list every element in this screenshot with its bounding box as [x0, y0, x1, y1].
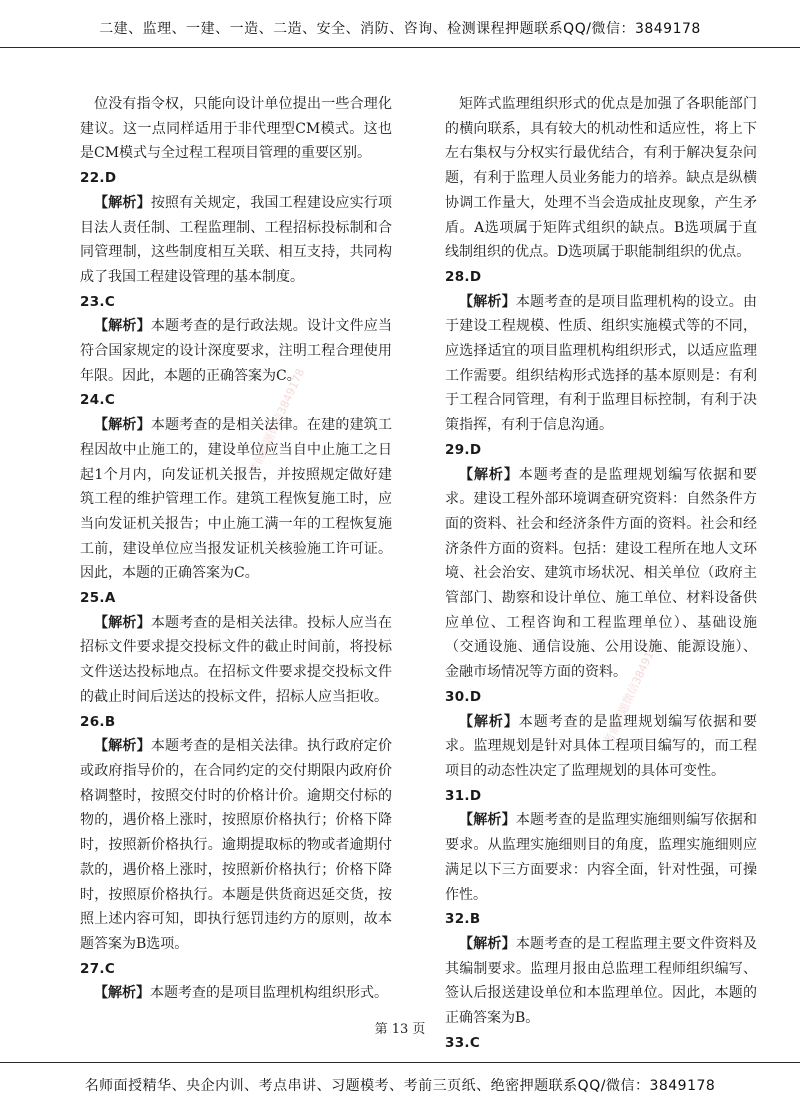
answer-number: 24.C: [80, 392, 116, 409]
answer-number: 29.D: [445, 441, 482, 458]
explanation-tag: 【解析】: [94, 194, 151, 211]
answer-number: 23.C: [80, 293, 116, 310]
explanation: [445, 808, 757, 907]
answer-number: 33.C: [445, 1034, 481, 1051]
explanation: [445, 710, 757, 784]
explanation-tag: 【解析】: [94, 738, 151, 755]
explanation: [445, 290, 757, 438]
answer-item: [80, 388, 392, 586]
header-rule: [0, 47, 800, 48]
watermark-right: 考前押题微信3849178: [601, 636, 663, 747]
answer-number: 26.B: [80, 713, 116, 730]
answer-number: 32.B: [445, 911, 481, 928]
explanation-tag: 【解析】: [459, 713, 519, 730]
explanation: [80, 981, 392, 1006]
answer-item: [80, 166, 392, 290]
explanation-text: 本题考查的是相关法律。在建的建筑工程因故中止施工的，建设单位应当自中止施工之日起1个月内，向发证机关报告，并按照规定做好建筑工程的维护管理工作。建筑工程恢复施工时，应当向发证机关报告；中止施工满一年的工程恢复施工前，建设单位应当报发证机关核验施工许可证。因此，本题的正确答案为C。: [80, 417, 393, 582]
answer-number: 30.D: [445, 688, 482, 705]
answer-number: 25.A: [80, 590, 116, 607]
explanation-text: 本题考查的是监理规划编写依据和要求。建设工程外部环境调查研究资料：自然条件方面的资料、社会和经济条件方面的资料。社会和经济条件方面的资料。包括：建设工程所在地人文环境、社会治安、建筑市场状况、相关单位（政府主管部门、勘察和设计单位、施工单位、材料设备供应单位、工程咨询和工程监理单位）、基础设施（交通设施、通信设施、公用设施、能源设施）、金融市场情况等方面的资料。: [445, 466, 758, 681]
explanation-text: 本题考查的是工程监理主要文件资料及其编制要求。监理月报由总监理工程师组织编写、签认后报送建设单位和本监理单位。因此，本题的正确答案为B。: [445, 935, 758, 1027]
explanation-text: 本题考查的是项目监理机构的设立。由于建设工程规模、性质、组织实施模式等的不同，应选择适宜的项目监理机构组织形式，以适应监理工作需要。组织结构形式选择的基本原则是：有利于工程合同管理，有利于监理目标控制，有利于决策指挥，有利于信息沟通。: [445, 293, 758, 434]
explanation-tag: 【解析】: [459, 935, 516, 952]
explanation: [80, 611, 392, 710]
explanation-tag: 【解析】: [94, 985, 150, 1002]
explanation: [80, 314, 392, 388]
answer-number: 28.D: [445, 268, 482, 285]
explanation: [80, 734, 392, 956]
explanation-tag: 【解析】: [459, 812, 516, 829]
footer-banner: 名师面授精华、央企内训、考点串讲、习题模考、考前三页纸、绝密押题联系QQ/微信：3849178: [84, 1078, 716, 1094]
page-number: 第 13 页: [374, 1022, 426, 1037]
explanation-text: 本题考查的是监理实施细则编写依据和要求。从监理实施细则目的角度，监理实施细则应满足以下三方面要求：内容全面，针对性强，可操作性。: [445, 812, 758, 903]
explanation-text: 本题考查的是行政法规。设计文件应当符合国家规定的设计深度要求，注明工程合理使用年限。因此，本题的正确答案为C。: [80, 318, 393, 384]
right-intro: 矩阵式监理组织形式的优点是加强了各职能部门的横向联系，具有较大的机动性和适应性，将上下左右集权与分权实行最优结合，有利于解决复杂问题，有利于监理人员业务能力的培养。缺点是纵横协调工作量大，处理不当会造成扯皮现象，产生矛盾。A选项属于矩阵式组织的缺点。B选项属于直线制组织的优点。D选项属于职能制组织的优点。: [445, 96, 757, 261]
left-column: [80, 92, 392, 1006]
explanation-tag: 【解析】: [459, 293, 516, 310]
answer-number: 22.D: [80, 170, 117, 187]
answer-item: [445, 907, 757, 1031]
explanation: [80, 413, 392, 586]
answer-item: [445, 438, 757, 685]
explanation-tag: 【解析】: [459, 466, 519, 483]
answer-item: [80, 586, 392, 710]
answer-item: [445, 784, 757, 908]
explanation-tag: 【解析】: [94, 318, 151, 335]
header-banner: 二建、监理、一建、一造、二造、安全、消防、咨询、检测课程押题联系QQ/微信：3849178: [99, 21, 701, 37]
explanation-text: 本题考查的是相关法律。执行政府定价或政府指导价的，在合同约定的交付期限内政府价格调整时，按照交付时的价格计价。逾期交付标的物的，遇价格上涨时，按照原价格执行；价格下降时，按照新价格执行。逾期提取标的物或者逾期付款的，遇价格上涨时，按照新价格执行；价格下降时，按照原价格执行。本题是供货商迟延交货，按照上述内容可知，即执行惩罚违约方的原则，故本题答案为B选项。: [80, 738, 393, 952]
explanation-text: 本题考查的是相关法律。投标人应当在招标文件要求提交投标文件的截止时间前，将投标文件送达投标地点。在招标文件要求提交投标文件的截止时间后送达的投标文件，招标人应当拒收。: [80, 614, 393, 705]
answer-item: [445, 685, 757, 784]
explanation-tag: 【解析】: [94, 417, 151, 434]
explanation-tag: 【解析】: [94, 614, 151, 631]
answer-item: [80, 710, 392, 957]
answer-item: [80, 290, 392, 389]
answer-item: [80, 957, 392, 1006]
answer-item: [445, 265, 757, 438]
explanation-text: 按照有关规定，我国工程建设应实行项目法人责任制、工程监理制、工程招标投标制和合同管理制，这些制度相互关联、相互支持，共同构成了我国工程建设管理的基本制度。: [80, 194, 393, 285]
left-intro: 位没有指令权，只能向设计单位提出一些合理化建议。这一点同样适用于非代理型CM模式。这也是CM模式与全过程工程项目管理的重要区别。: [80, 96, 392, 162]
explanation: [445, 932, 757, 1031]
explanation: [80, 191, 392, 290]
answer-number: 27.C: [80, 960, 116, 977]
explanation-text: 本题考查的是监理规划编写依据和要求。监理规划是针对具体工程项目编写的，而工程项目的动态性决定了监理规划的具体可变性。: [445, 713, 758, 779]
footer-rule: [0, 1062, 800, 1063]
watermark-left: 考前押题微信3849178: [246, 366, 308, 477]
explanation-text: 本题考查的是项目监理机构组织形式。: [150, 985, 388, 1002]
answer-number: 31.D: [445, 787, 482, 804]
right-column: [445, 92, 757, 1055]
explanation: [445, 463, 757, 685]
